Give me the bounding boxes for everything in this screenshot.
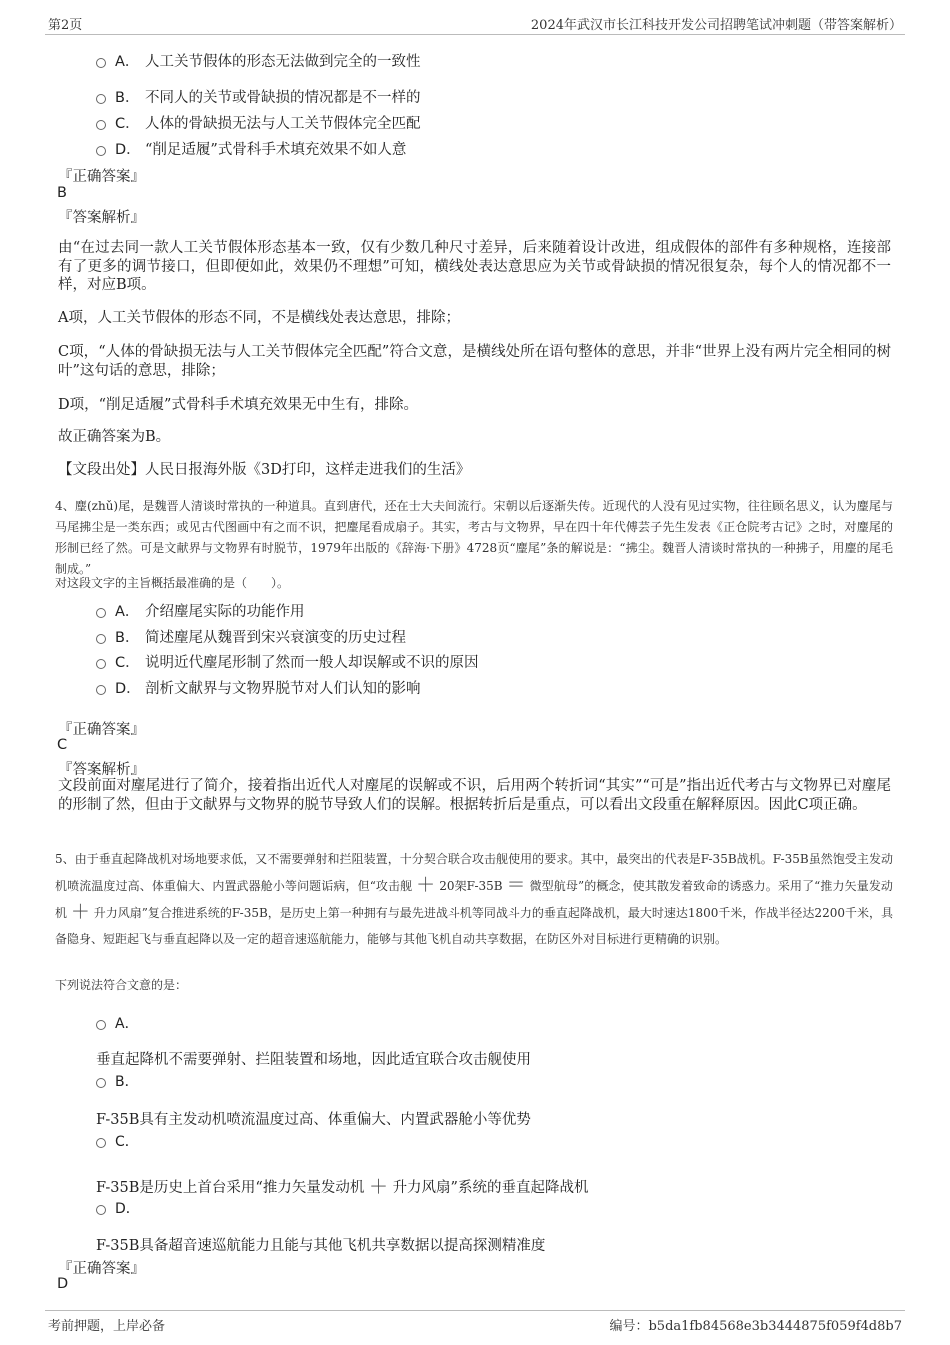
radio-icon[interactable] <box>96 1205 106 1215</box>
q4-stem: 4、麈(zhǔ)尾，是魏晋人清谈时常执的一种道具。直到唐代，还在士大夫间流行。宋朝以后逐渐失传。近现代的人没有见过实物，往往顾名思义，认为麈尾与马尾拂尘是一类东西；或见古代图画中有之而不识，把麈尾看成扇子。其实，考古与文物界，早在四十年代傅芸子先生发表《正仓院考古记》之时，对麈尾的形制已经了然。可是文献界与文物界有时脱节，1979年出版的《辞海·下册》4728页“麈尾”条的解说是：“拂尘。魏晋人清谈时常执的一种拂子，用麈的尾毛制成。” <box>55 499 893 576</box>
radio-icon[interactable] <box>96 685 106 695</box>
q3-source: 【文段出处】人民日报海外版《3D打印，这样走进我们的生活》 <box>58 462 471 478</box>
radio-icon[interactable] <box>96 94 106 104</box>
q4-answer-label: 『正确答案』 <box>58 722 145 738</box>
q3-option-a[interactable]: A． 人工关节假体的形态无法做到完全的一致性 <box>96 50 421 71</box>
q3-analysis-paragraph: 故正确答案为B。 <box>58 429 171 445</box>
q3-analysis-paragraph: A项，人工关节假体的形态不同，不是横线处表达意思，排除； <box>58 310 460 326</box>
radio-icon[interactable] <box>96 608 106 618</box>
q3-answer-label: 『正确答案』 <box>58 169 145 185</box>
radio-icon[interactable] <box>96 146 106 156</box>
q5-option-c-text: F-35B是历史上首台采用“推力矢量发动机 ＋ 升力风扇”系统的垂直起降战机 <box>96 1176 589 1198</box>
q5-option-c[interactable]: C． <box>96 1131 139 1151</box>
radio-icon[interactable] <box>96 120 106 130</box>
document-title: 2024年武汉市长江科技开发公司招聘笔试冲刺题（带答案解析） <box>530 18 902 33</box>
q5-option-a[interactable]: A． <box>96 1013 139 1033</box>
q3-option-c[interactable]: C． 人体的骨缺损无法与人工关节假体完全匹配 <box>96 112 421 133</box>
q3-analysis-paragraph: 由“在过去同一款人工关节假体形态基本一致，仅有少数几种尺寸差异，后来随着设计改进，组成假体的部件有多种规格，连接部有了更多的调节接口，但即便如此，效果仍不理想”可知，横线处表达意思应为关节或骨缺损的情况很复杂，每个人的情况都不一样，对应B项。 <box>58 240 891 293</box>
radio-icon[interactable] <box>96 1078 106 1088</box>
page-footer <box>45 1310 905 1335</box>
q4-analysis: 文段前面对麈尾进行了简介，接着指出近代人对麈尾的误解或不识，后用两个转折词“其实”“可是”指出近代考古与文物界已对麈尾的形制了然，但由于文献界与文物界的脱节导致人们的误解。根据转折后是重点，可以看出文段重在解释原因。因此C项正确。 <box>58 778 891 813</box>
q5-answer: D <box>57 1276 69 1292</box>
radio-icon[interactable] <box>96 58 106 68</box>
document-id: 编号：b5da1fb84568e3b3444875f059f4d8b7 <box>609 1319 902 1334</box>
q3-analysis-paragraph: C项，“人体的骨缺损无法与人工关节假体完全匹配”符合文意，是横线处所在语句整体的意思，并非“世界上没有两片完全相同的树叶”这句话的意思，排除； <box>58 344 891 379</box>
q5-option-a-text: 垂直起降机不需要弹射、拦阻装置和场地，因此适宜联合攻击舰使用 <box>96 1052 531 1068</box>
radio-icon[interactable] <box>96 634 106 644</box>
q5-question: 下列说法符合文意的是： <box>55 978 188 992</box>
plus-sign: ＋ <box>368 1176 388 1198</box>
plus-sign: ＋ <box>70 901 90 923</box>
q5-option-b[interactable]: B． <box>96 1071 139 1091</box>
q4-analysis-label: 『答案解析』 <box>58 762 145 778</box>
q3-analysis-paragraph: D项，“削足适履”式骨科手术填充效果无中生有，排除。 <box>58 397 418 413</box>
plus-sign: ＋ <box>416 874 436 896</box>
q5-stem: 5、由于垂直起降战机对场地要求低，又不需要弹射和拦阻装置，十分契合联合攻击舰使用的要求。其中，最突出的代表是F-35B战机。F-35B虽然饱受主发动机喷流温度过高、体重偏大、内置武器舱小等问题诟病，但“攻击舰 ＋ 20架F-35B ＝ 微型航母”的概念，使其散发着致命的诱惑力。采用了“推力矢量发动机 ＋ 升力风扇”复合推进系统的F-35B，是历史上第一种拥有与最先进战斗机等同战斗力的垂直起降战机，最大时速达1800千米，作战半径达2200千米，具备隐身、短距起飞与垂直起降以及一定的超音速巡航能力，能够与其他飞机自动共享数据，在防区外对目标进行更精确的识别。 <box>55 852 893 946</box>
q4-option-c[interactable]: C． 说明近代麈尾形制了然而一般人却误解或不识的原因 <box>96 651 479 672</box>
equals-sign: ＝ <box>506 874 526 896</box>
q5-option-b-text: F-35B具有主发动机喷流温度过高、体重偏大、内置武器舱小等优势 <box>96 1112 531 1128</box>
q4-option-b[interactable]: B． 简述麈尾从魏晋到宋兴衰演变的历史过程 <box>96 626 406 647</box>
q3-answer: B <box>57 185 67 201</box>
radio-icon[interactable] <box>96 659 106 669</box>
q4-question: 对这段文字的主旨概括最准确的是（ ）。 <box>55 576 290 590</box>
radio-icon[interactable] <box>96 1020 106 1030</box>
q3-option-d[interactable]: D． “削足适履”式骨科手术填充效果不如人意 <box>96 138 406 159</box>
q4-option-a[interactable]: A． 介绍麈尾实际的功能作用 <box>96 600 305 621</box>
page-number: 第2页 <box>48 18 83 33</box>
q5-option-d-text: F-35B具备超音速巡航能力且能与其他飞机共享数据以提高探测精准度 <box>96 1238 546 1254</box>
q3-option-b[interactable]: B． 不同人的关节或骨缺损的情况都是不一样的 <box>96 86 421 107</box>
q5-option-d[interactable]: D． <box>96 1198 140 1218</box>
page-header <box>45 14 905 35</box>
radio-icon[interactable] <box>96 1138 106 1148</box>
q4-option-d[interactable]: D． 剖析文献界与文物界脱节对人们认知的影响 <box>96 677 421 698</box>
q4-answer: C <box>57 737 68 753</box>
q3-analysis-label: 『答案解析』 <box>58 210 145 226</box>
footer-slogan: 考前押题，上岸必备 <box>48 1319 166 1334</box>
q5-answer-label: 『正确答案』 <box>58 1261 145 1277</box>
